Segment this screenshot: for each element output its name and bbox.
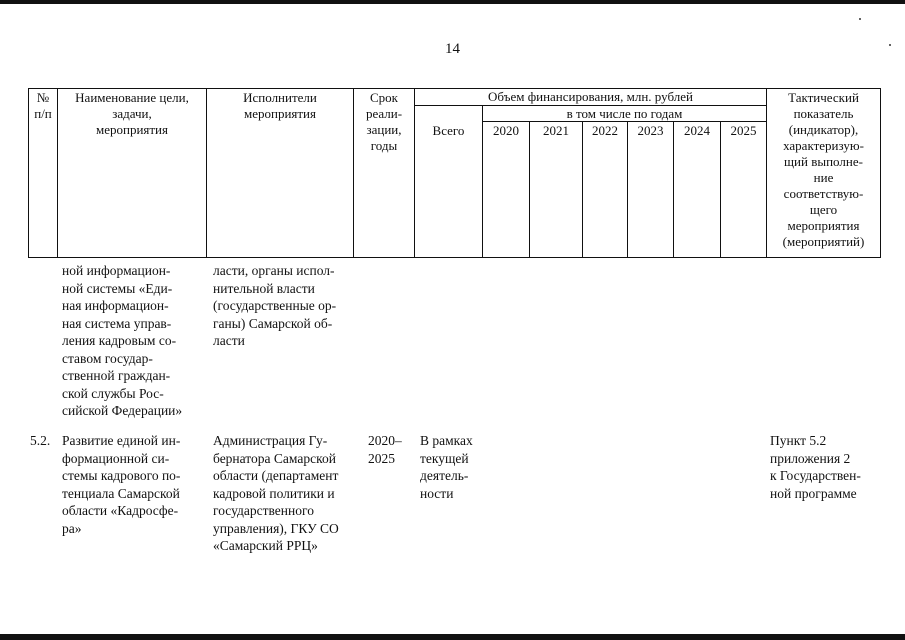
row-5-2-executors: Администрация Гу- бернатора Самарской области (департамент кадровой политики и государственного управления), ГКУ СО «Самарский РРЦ»	[213, 433, 339, 553]
row-5-2-number: 5.2.	[30, 433, 51, 448]
header-executors: Исполнители мероприятия	[243, 90, 317, 121]
row-5-2-name: Развитие единой ин- формационной си- стемы кадрового по- тенциала Самарской области «Кадросфе- ра»	[62, 433, 181, 536]
row-5-2-indicator: Пункт 5.2 приложения 2 к Государствен- ной программе	[770, 433, 861, 501]
header-name: Наименование цели, задачи, мероприятия	[75, 90, 189, 137]
row-5-2-total: В рамках текущей деятель- ности	[420, 433, 473, 501]
row-5-2-term: 2020– 2025	[368, 433, 402, 466]
header-year-2022: 2022	[592, 123, 618, 138]
header-year-2020: 2020	[493, 123, 519, 138]
header-indicator: Тактический показатель (индикатор), характеризую- щий выполне- ние соответствую- щего мероприятия (мероприятий)	[782, 90, 865, 249]
header-year-2023: 2023	[637, 123, 664, 138]
header-funding: Объем финансирования, млн. рублей	[488, 89, 693, 104]
header-no: № п/п	[34, 90, 52, 121]
header-term: Срок реали- зации, годы	[365, 90, 403, 153]
page-top-edge	[0, 0, 905, 4]
header-year-2021: 2021	[543, 123, 569, 138]
header-total: Всего	[432, 123, 465, 138]
scan-speck	[859, 18, 861, 20]
header-year-2025: 2025	[730, 123, 757, 138]
continuation-name: ной информацион- ной системы «Еди- ная информацион- ная система управ- ления кадровым со- ставом государ- ственной граждан- ской службы Рос- сийской Федерации»	[62, 263, 183, 418]
page-bottom-edge	[0, 634, 905, 640]
table-header	[28, 88, 881, 258]
continuation-executors: ласти, органы испол- нительной власти (государственные ор- ганы) Самарской об- ласти	[213, 263, 337, 348]
header-by-years: в том числе по годам	[566, 106, 683, 121]
header-year-2024: 2024	[684, 123, 710, 138]
page-number: 14	[445, 41, 460, 57]
